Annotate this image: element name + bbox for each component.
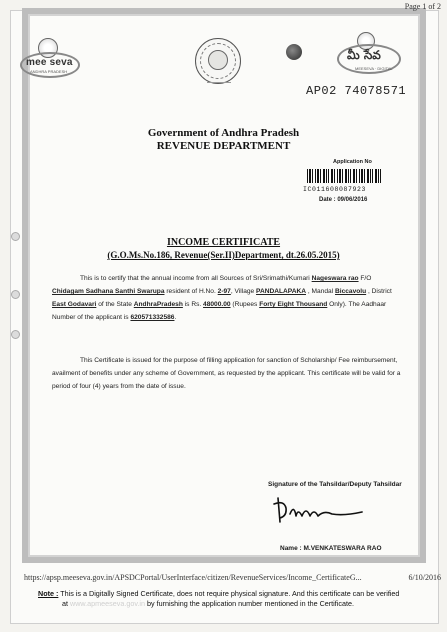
- issue-date: Date : 09/06/2016: [319, 197, 368, 203]
- signature-title: Signature of the Tahsildar/Deputy Tahsildar: [268, 481, 402, 488]
- mandal-name: Biccavolu: [334, 288, 367, 295]
- printed-date: 6/10/2016: [408, 573, 441, 582]
- logo-telugu-text: మీ సేవ: [347, 48, 381, 62]
- logo-brand-text: mee seva: [26, 57, 73, 68]
- state-seal-icon: [195, 38, 241, 84]
- print-url-footer: [24, 573, 441, 582]
- logo-sub-text: MEESEVA · DIGITAL: [355, 66, 393, 71]
- application-number: IC011608087923: [303, 186, 367, 193]
- government-heading: Government of Andhra Pradesh: [147, 127, 300, 139]
- income-amount-words: Forty Eight Thousand: [259, 301, 328, 308]
- handwritten-signature: [270, 494, 370, 528]
- state-name: AndhraPradesh: [133, 301, 183, 308]
- acknowledgement-number: AP02 74078571: [306, 84, 407, 98]
- verification-note: Note : This is a Digitally Signed Certificate, does not require physical signature. And this certificate can be verified at www.apmeeseva.gov.in by furnishing the application number mentioned in the Certificate.: [38, 589, 400, 608]
- certificate-purpose-paragraph: This Certificate is issued for the purpose of filling application for sanction of Scholarship/ Fee reimbursement, availment of benefits under any scheme of Government, as requested by the applicant. This certificate will be valid for a period of four (4) years from the date of issue.: [52, 357, 401, 390]
- application-no-label: Application No: [333, 159, 372, 165]
- barcode-icon: [307, 169, 381, 183]
- applicant-name: Nageswara rao: [311, 275, 359, 282]
- logo-sub-text: ANDHRA PRADESH: [30, 69, 68, 74]
- signatory-name: Name : M.VENKATESWARA RAO: [280, 545, 382, 552]
- round-logo-icon: [286, 44, 302, 60]
- certificate-body-paragraph: This is to certify that the annual income from all Sources of Sri/Srimathi/Kumari Nageswara rao F/O Chidagam Sadhana Santhi Swarupa resident of H.No. 2-97, Village PANDALAPAKA , Mandal Biccavolu , District East Godavari of the State AndhraPradesh is Rs. 48000.00 (Rupees Forty Eight Thousand Only). The Aadhaar Number of the applicant is 620571332586.: [52, 275, 392, 321]
- certificate-title: INCOME CERTIFICATE: [166, 237, 281, 248]
- parent-name: Chidagam Sadhana Santhi Swarupa: [52, 288, 165, 295]
- meeseva-logo-left: [20, 38, 78, 78]
- go-reference: (G.O.Ms.No.186, Revenue(Ser.II)Department, dt.26.05.2015): [107, 250, 340, 260]
- source-url: https://apsp.meeseva.gov.in/APSDCPortal/UserInterface/citizen/RevenueServices/Income_CertificateG...: [24, 573, 362, 582]
- house-number: 2-97: [217, 288, 231, 295]
- department-heading: REVENUE DEPARTMENT: [156, 140, 291, 152]
- district-name: East Godavari: [52, 301, 97, 308]
- aadhaar-number: 620571332586: [130, 314, 175, 321]
- meeseva-logo-right: [337, 32, 399, 76]
- page-number: Page 1 of 2: [404, 2, 441, 11]
- village-name: PANDALAPAKA: [256, 288, 306, 295]
- punch-hole: [11, 290, 20, 299]
- income-amount: 48000.00: [203, 301, 231, 308]
- punch-hole: [11, 330, 20, 339]
- verification-site: www.apmeeseva.gov.in: [70, 599, 145, 608]
